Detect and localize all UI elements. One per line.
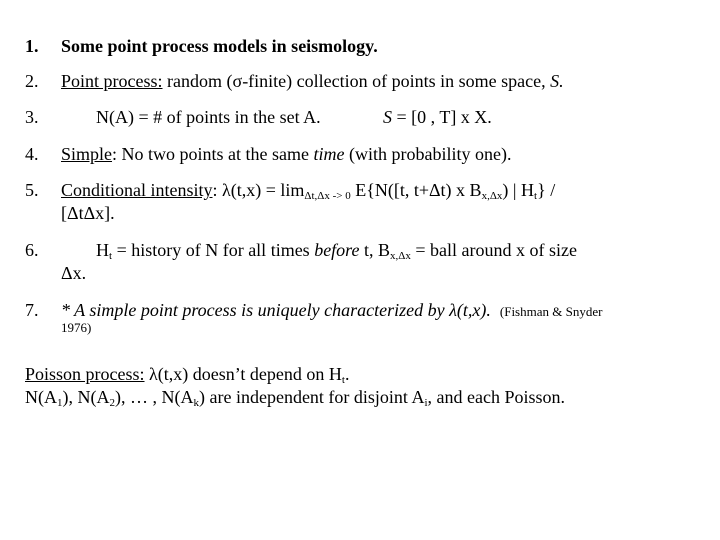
item-number: 4.	[25, 144, 39, 164]
item-number: 1.	[25, 36, 39, 56]
term-label: Simple	[61, 144, 113, 164]
item-text: N(A) = # of points in the set A.	[96, 107, 321, 127]
term-label: Poisson process:	[25, 364, 145, 384]
item-text: Some point process models in seismology.	[61, 36, 378, 56]
item-text: Point process: random (σ-finite) collection of points in some space, S.	[61, 71, 564, 91]
item-number: 2.	[25, 71, 39, 91]
item-6-continuation: Δx.	[61, 263, 87, 283]
poisson-definition: Poisson process: λ(t,x) doesn’t depend on $H_t$.	[25, 364, 350, 386]
item-number: 6.	[25, 240, 39, 260]
citation: (Fishman & Snyder	[499, 304, 603, 319]
item-number: 3.	[25, 107, 39, 127]
item-5-continuation: [ΔtΔx].	[61, 203, 115, 223]
item-number: 5.	[25, 180, 39, 200]
item-text: Simple: No two points at the same time (with probability one).	[61, 144, 512, 164]
space-definition: S = [0 , T] x X.	[383, 107, 492, 127]
item-number: 7.	[25, 300, 39, 320]
term-label: Conditional intensity	[61, 180, 213, 200]
sigma-symbol: σ	[232, 71, 243, 91]
item-text: $H_t$ = history of N for all times before t, $B_{x,\Delta x}$ = ball around x of size	[96, 240, 577, 262]
term-label: Point process:	[61, 71, 163, 91]
poisson-independence: $N(A_1)$, $N(A_2)$, … , $N(A_k)$ are independent for disjoint $A_i$, and each Poisson.	[25, 387, 565, 409]
item-text: Conditional intensity: $\lambda(t,x) = \lim_{\Delta t,\Delta x -> 0} E\{N([t$, t+Δt) x $B_{x,\Delta x}$) | $H_t$} /	[61, 180, 556, 202]
item-text: * A simple point process is uniquely characterized by λ(t,x). (Fishman & Snyder	[61, 300, 603, 320]
citation-continuation: 1976)	[61, 320, 92, 335]
